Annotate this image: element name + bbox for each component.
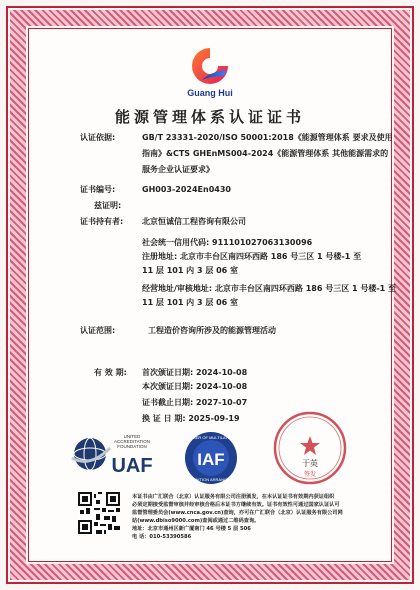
annex-label: 兹证明: xyxy=(94,201,122,210)
reg-addr-label: 注册地址: xyxy=(142,252,178,261)
footer-line-2: 必须定期接受监督审核并经审核合格后本证书方继续有效。证书有效性可通过国家认证认可 xyxy=(132,502,340,508)
footer-line-6: 电 话：010-53390586 xyxy=(132,534,192,540)
renew-value: 2025-09-19 xyxy=(188,414,240,423)
brand-name: Guang Hui xyxy=(187,88,233,98)
footer-line-4: 站(www.dbiso9000.com)查阅或通过二维码查询。 xyxy=(132,518,260,524)
company-seal-icon xyxy=(272,410,348,486)
uaf-text-2: ACCREDITATION xyxy=(113,439,151,444)
footer-line-5: 地址：北京市通州区新广厦南门 46 号楼 5 层 506 xyxy=(132,526,251,532)
basis-line-3: 服务企业认证要求》 xyxy=(142,165,214,174)
this-issue-label: 本次颁证日期: xyxy=(142,382,194,391)
holder-value: 北京恒诚信工程咨询有限公司 xyxy=(142,217,246,226)
uaf-logo-icon xyxy=(70,428,166,482)
this-issue-value: 2024-10-08 xyxy=(196,382,248,391)
footer-line-1: 本证书由广汇联合（北京）认证服务有限公司注册颁发，在本认证证书有效期内获证组织 xyxy=(132,494,335,500)
seal-signature: 于英 xyxy=(302,459,318,468)
scope-label: 认证范围: xyxy=(80,326,116,335)
reg-addr-line-2: 11 层 101 内 3 层 06 室 xyxy=(142,266,239,275)
reg-addr-line-1: 北京市丰台区南四环西路 186 号三区 1 号楼-1 至 xyxy=(180,252,362,261)
first-issue-label: 首次颁证日期: xyxy=(142,368,194,377)
basis-line-1: GB/T 23331-2020/ISO 50001:2018《能源管理体系 要求及使用 xyxy=(142,133,393,142)
uaf-text-1: UNITED xyxy=(123,434,141,439)
qr-code-icon xyxy=(78,492,120,534)
guanghui-logo-icon xyxy=(188,44,232,88)
iaf-logo-icon xyxy=(176,430,246,488)
basis-label: 认证依据: xyxy=(80,133,116,142)
op-addr-line-2: 11 层 101 内 3 层 06 室 xyxy=(142,298,239,307)
first-issue-value: 2024-10-08 xyxy=(196,368,248,377)
validity-label: 有 效 期: xyxy=(94,368,127,377)
scope-value: 工程造价咨询所涉及的能源管理活动 xyxy=(148,326,276,335)
credit-code-value: 911101027063130096 xyxy=(212,238,313,247)
renew-label: 换 证 日 期: xyxy=(142,414,186,423)
uaf-text-3: FOUNDATION xyxy=(117,444,147,449)
op-addr-line-1: 北京市丰台区南四环西路 186 号三区 1 号楼-1 至 xyxy=(214,284,396,293)
cert-no-value: GH003-2024En0430 xyxy=(142,185,231,194)
cert-no-label: 证书编号: xyxy=(80,185,116,194)
uaf-mark: UAF xyxy=(111,455,153,477)
op-addr-label: 经营地址/审核地址: xyxy=(142,284,213,293)
seal-signature-label: 签发 xyxy=(303,471,317,478)
basis-line-2: 指南》&CTS GHEnMS004-2024《能源管理体系 其他能源需求的 xyxy=(142,149,389,158)
footer-line-3: 监督管理委员会(www.cnca.gov.cn)查询，亦可在广汇联合（北京）认证服务有限公司网 xyxy=(132,510,343,516)
iaf-ring-top: MEMBER OF MULTILATERAL xyxy=(183,435,239,440)
iaf-ring-bottom: RECOGNITION ARRANGEMENT xyxy=(180,477,242,482)
certificate-title: 能源管理体系认证证书 xyxy=(114,108,305,126)
iaf-mark: IAF xyxy=(197,450,225,469)
expiry-value: 2027-10-07 xyxy=(196,398,248,407)
credit-code-label: 社会统一信用代码: xyxy=(142,238,210,247)
footer-notice xyxy=(132,493,377,541)
holder-label: 证书持有者: xyxy=(80,217,124,226)
expiry-label: 证书截止日期: xyxy=(142,398,194,407)
